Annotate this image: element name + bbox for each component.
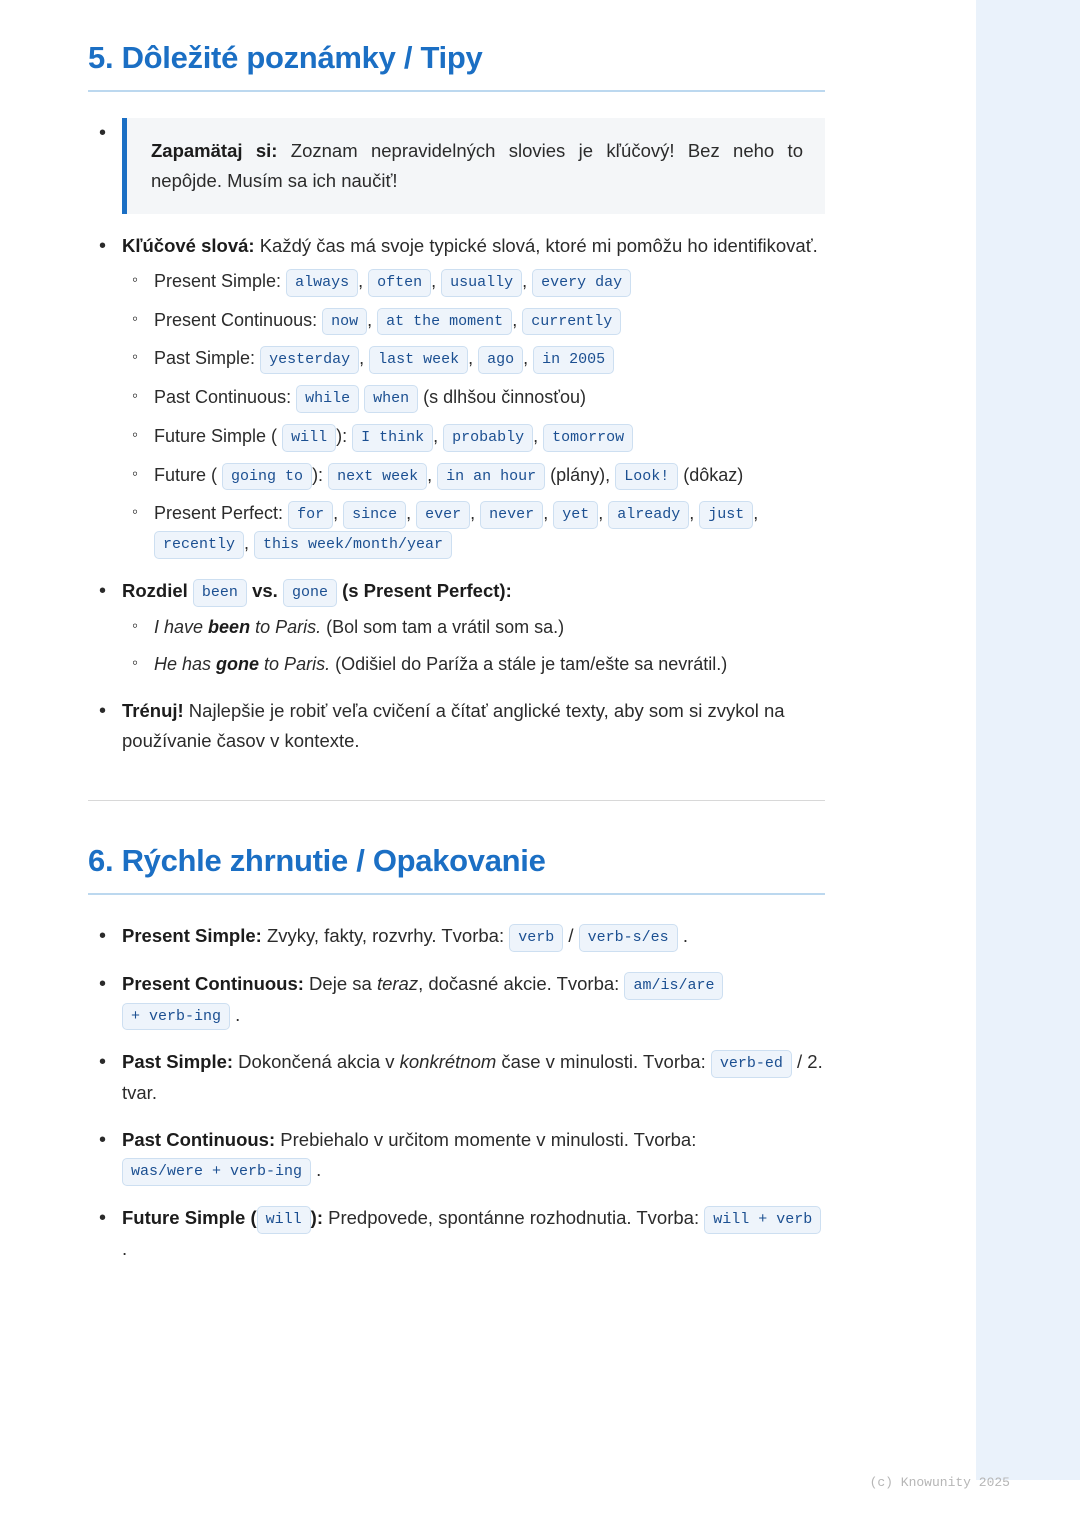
keyword-row-past-continuous: [122, 383, 825, 413]
summary-text: Deje sa: [303, 972, 377, 994]
summary-chip: + verb-ing: [122, 1003, 230, 1031]
keyword-chip: recently: [154, 531, 244, 559]
example-sentence: [154, 654, 330, 674]
summary-emphasis: konkrétnom: [399, 1051, 497, 1073]
keyword-chip: at the moment: [377, 308, 512, 336]
section-5-list: [88, 118, 825, 756]
section-5-title-rule: [88, 90, 825, 92]
callout-remember: [122, 118, 825, 214]
keyword-chip: yesterday: [260, 346, 359, 374]
keyword-row-label: Past Simple:: [154, 348, 256, 369]
summary-text: /: [563, 925, 579, 947]
summary-item-present-simple: [88, 921, 825, 952]
difference-code-been: been: [193, 579, 247, 607]
keyword-row-label: Present Simple:: [154, 270, 282, 291]
keyword-chip-inline: going to: [222, 463, 312, 491]
keyword-chip: never: [480, 501, 543, 529]
summary-label: Past Simple:: [122, 1051, 234, 1073]
keyword-row-label: Present Continuous:: [154, 309, 318, 330]
summary-text: Zvyky, fakty, rozvrhy. Tvorba:: [261, 925, 510, 947]
summary-text: Dokončená akcia v: [233, 1051, 400, 1073]
example-gone: [122, 650, 825, 679]
summary-chip: verb-s/es: [579, 924, 678, 952]
summary-chip: am/is/are: [624, 972, 723, 1000]
keyword-chip: ever: [416, 501, 470, 529]
section-6-list: [88, 921, 825, 1263]
keyword-row-label: Present Perfect:: [154, 503, 284, 524]
summary-text: , dočasné akcie. Tvorba:: [418, 972, 625, 994]
summary-text: .: [230, 1003, 241, 1025]
summary-text: .: [122, 1237, 128, 1259]
keyword-row-tail: (dôkaz): [683, 464, 744, 485]
list-item-remember: [88, 118, 825, 214]
keyword-row-label: Future Simple (: [154, 425, 278, 446]
keyword-chip-inline: will: [282, 424, 336, 452]
summary-label: Past Continuous:: [122, 1129, 276, 1151]
summary-text: čase v minulosti. Tvorba:: [496, 1051, 711, 1073]
summary-label: Present Continuous:: [122, 972, 304, 994]
keyword-chip: usually: [441, 269, 522, 297]
summary-item-future-simple: [88, 1203, 825, 1264]
summary-emphasis: teraz: [376, 972, 419, 994]
example-post: to Paris.: [250, 616, 322, 637]
list-item-been-vs-gone: [88, 576, 825, 679]
keyword-chip: already: [608, 501, 689, 529]
list-item-keywords: [88, 231, 825, 559]
example-post: to Paris.: [259, 654, 331, 675]
summary-text: Prebiehalo v určitom momente v minulosti. Tvorba:: [275, 1129, 697, 1151]
keyword-row-tail: (s dlhšou činnosťou): [423, 387, 587, 408]
summary-item-present-continuous: [88, 969, 825, 1031]
difference-mid: vs.: [246, 579, 283, 601]
keyword-chip: every day: [532, 269, 631, 297]
keyword-chip: probably: [443, 424, 533, 452]
keyword-chip: in 2005: [533, 346, 614, 374]
keyword-chip: next week: [328, 463, 427, 491]
keywords-label: Kľúčové slová:: [122, 234, 255, 256]
example-sentence: [154, 617, 321, 637]
practice-text: Najlepšie je robiť veľa cvičení a čítať anglické texty, aby som si zvykol na používanie časov v kontexte.: [122, 700, 785, 752]
keyword-chip: this week/month/year: [254, 531, 452, 559]
summary-label-after: ):: [310, 1206, 323, 1228]
keyword-row-present-continuous: ◦ Present Continuous: now , at the moment , currently: [122, 306, 825, 336]
summary-text: Predpovede, spontánne rozhodnutia. Tvorba:: [323, 1206, 705, 1228]
summary-chip: verb: [509, 924, 563, 952]
keyword-chip: last week: [369, 346, 468, 374]
keyword-row-future-going-to: ◦ Future ( going to ): next week , in an hour (plány), Look! (dôkaz): [122, 461, 825, 491]
keyword-chip: ago: [478, 346, 523, 374]
difference-examples: [122, 613, 825, 680]
example-translation: (Odišiel do Paríža a stále je tam/ešte sa nevrátil.): [330, 654, 728, 675]
keyword-chip: currently: [522, 308, 621, 336]
practice-label: Trénuj!: [122, 700, 184, 722]
example-been: [122, 613, 825, 642]
list-item-practice: [88, 696, 825, 756]
section-5-title: 5. Dôležité poznámky / Tipy: [88, 40, 483, 75]
summary-chip-inline: will: [257, 1206, 311, 1234]
summary-item-past-simple: [88, 1047, 825, 1108]
summary-chip: verb-ed: [711, 1050, 792, 1078]
footer-credit: (c) Knowunity 2025: [869, 1475, 1010, 1490]
keyword-chip: now: [322, 308, 367, 336]
keyword-chip: while: [296, 385, 359, 413]
keyword-chip: often: [368, 269, 431, 297]
summary-label: Future Simple (: [122, 1206, 257, 1228]
summary-item-past-continuous: [88, 1125, 825, 1186]
example-bold: gone: [216, 654, 260, 675]
keyword-chip: always: [286, 269, 358, 297]
keyword-row-present-simple: ◦ Present Simple: always , often , usually , every day: [122, 267, 825, 297]
keyword-row-mid: (plány),: [550, 464, 611, 485]
callout-text: Zoznam nepravidelných slovies je kľúčový! Bez neho to nepôjde. Musím sa ich naučiť!: [151, 140, 803, 191]
keyword-chip: in an hour: [437, 463, 545, 491]
example-pre: He has: [154, 654, 217, 675]
keyword-chip: tomorrow: [543, 424, 633, 452]
keyword-row-label: Future (: [154, 464, 218, 485]
keyword-chip: I think: [352, 424, 433, 452]
difference-suffix: (s Present Perfect):: [336, 579, 512, 601]
section-divider: [88, 800, 825, 801]
keyword-chip: when: [364, 385, 418, 413]
summary-chip: will + verb: [704, 1206, 821, 1234]
keyword-row-label: Past Continuous:: [154, 387, 292, 408]
keyword-row-label-2: ):: [312, 464, 324, 485]
example-pre: I have: [154, 616, 209, 637]
keyword-chip: since: [343, 501, 406, 529]
example-bold: been: [208, 616, 251, 637]
summary-chip: was/were + verb-ing: [122, 1158, 311, 1186]
summary-text: .: [311, 1159, 322, 1181]
difference-code-gone: gone: [283, 579, 337, 607]
keyword-chip: yet: [553, 501, 598, 529]
keyword-row-label-2: ):: [336, 425, 348, 446]
keywords-text: Každý čas má svoje typické slová, ktoré mi pomôžu ho identifikovať.: [254, 234, 818, 256]
example-translation: (Bol som tam a vrátil som sa.): [321, 616, 565, 637]
summary-label: Present Simple:: [122, 925, 262, 947]
summary-text: / 2. tvar.: [122, 1051, 823, 1104]
keyword-row-present-perfect: ◦ Present Perfect: for , since , ever , never , yet , already , just , recently , this week/month/year: [122, 499, 825, 559]
summary-text: .: [677, 925, 688, 947]
keyword-row-future-simple: ◦ Future Simple ( will ): I think , probably , tomorrow: [122, 422, 825, 452]
section-6-title: 6. Rýchle zhrnutie / Opakovanie: [88, 843, 546, 879]
keywords-sublist: [122, 267, 825, 559]
callout-label: Zapamätaj si:: [151, 140, 278, 161]
difference-prefix: Rozdiel: [122, 579, 193, 601]
keyword-chip: for: [288, 501, 333, 529]
keyword-row-past-simple: ◦ Past Simple: yesterday , last week , ago , in 2005: [122, 344, 825, 374]
keyword-chip: just: [699, 501, 753, 529]
keyword-chip: Look!: [615, 463, 678, 491]
section-6-title-rule: [88, 893, 825, 895]
